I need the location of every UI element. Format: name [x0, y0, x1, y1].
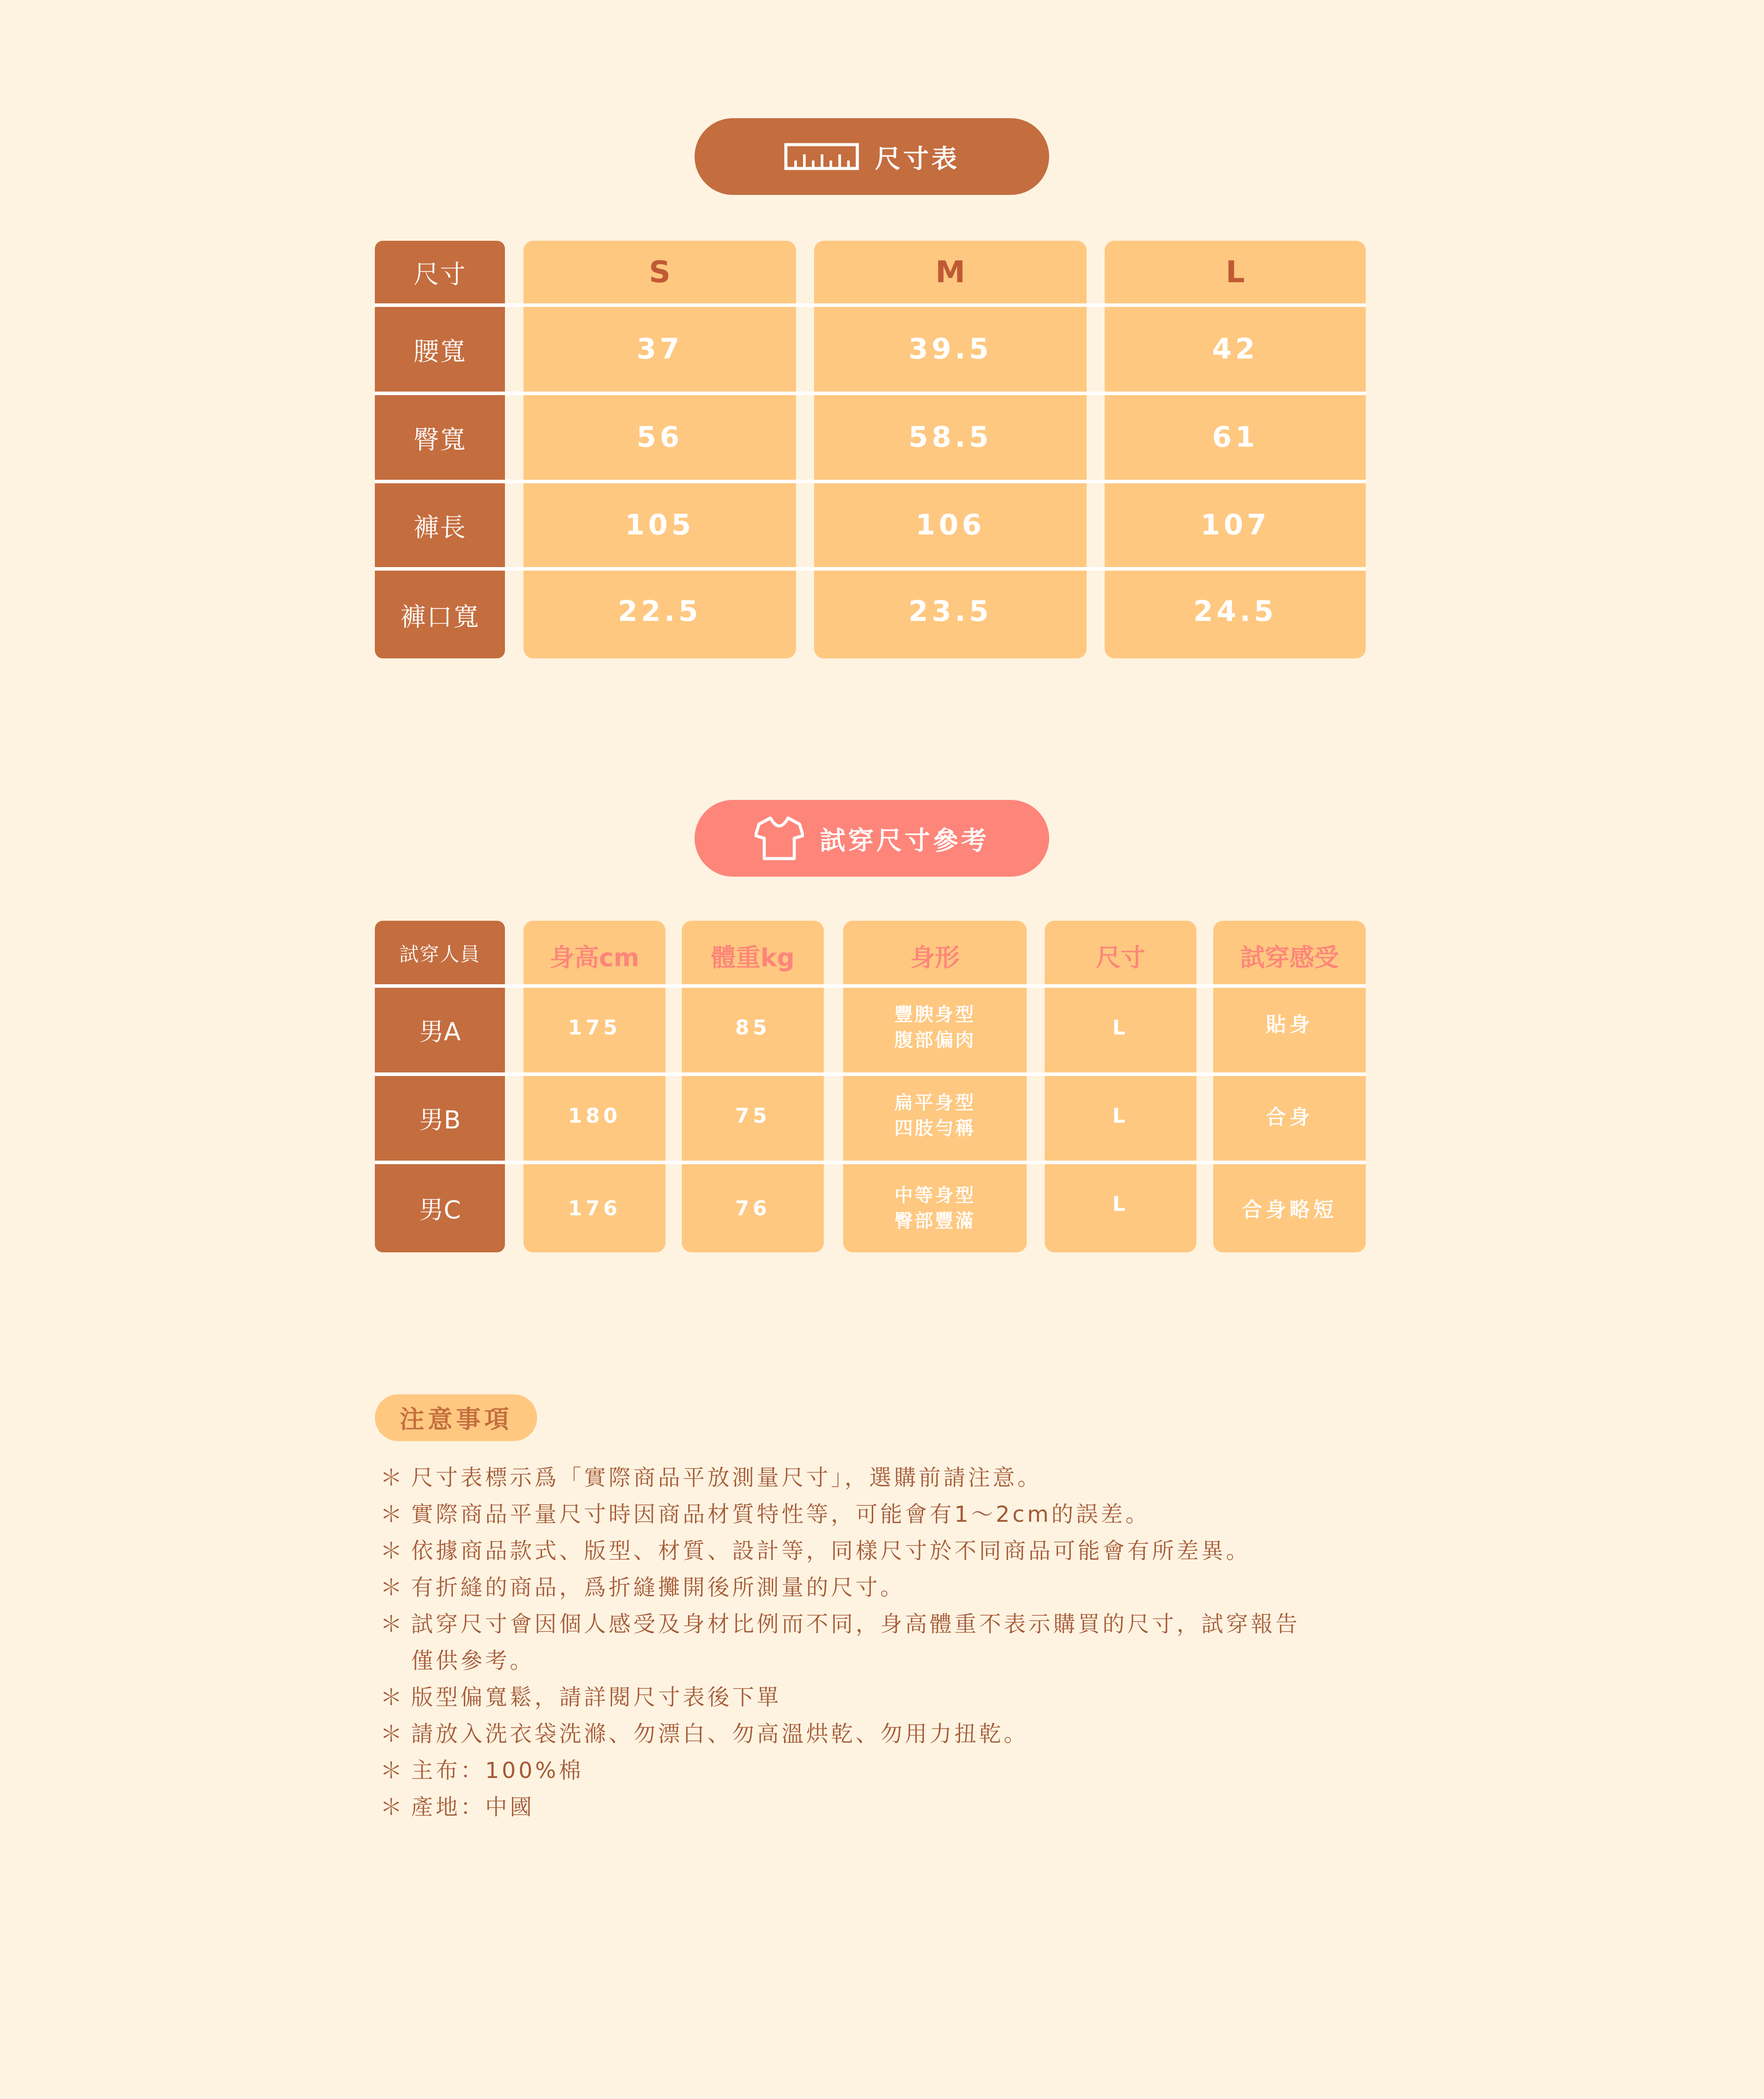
note-text: 版型偏寬鬆，請詳閱尺寸表後下單	[411, 1684, 781, 1710]
table-cell: 23.5	[908, 595, 992, 628]
notes-title: 注意事項	[375, 1394, 537, 1441]
note-text: 請放入洗衣袋洗滌、勿漂白、勿高溫烘乾、勿用力扭乾。	[411, 1721, 1028, 1747]
note-text: 主布：100%棉	[411, 1758, 583, 1783]
table-cell: 37	[636, 333, 683, 366]
row-divider	[375, 1072, 1366, 1076]
asterisk-icon: ＊	[380, 1794, 405, 1820]
note-text: 試穿尺寸會因個人感受及身材比例而不同，身高體重不表示購買的尺寸，試穿報告	[411, 1611, 1300, 1637]
table-cell: 61	[1212, 421, 1259, 454]
note-text: 有折縫的商品，爲折縫攤開後所測量的尺寸。	[411, 1575, 905, 1600]
ruler-icon	[784, 143, 859, 170]
note-text: 尺寸表標示爲「實際商品平放測量尺寸」，選購前請注意。	[411, 1465, 1042, 1490]
asterisk-icon: ＊	[380, 1575, 405, 1600]
tester-label: 男A	[419, 1018, 461, 1046]
table-cell: 176	[568, 1196, 621, 1220]
table-cell: L	[1112, 1016, 1129, 1039]
table-cell: 合身	[1266, 1105, 1313, 1129]
size-header-m: M	[935, 254, 965, 290]
row-divider	[375, 567, 1366, 571]
notes-list	[380, 1460, 1394, 1826]
table-cell: 合身略短	[1242, 1198, 1337, 1221]
table-cell: 85	[735, 1016, 770, 1039]
table-cell: 106	[916, 509, 985, 542]
asterisk-icon: ＊	[380, 1465, 405, 1490]
body-type-line: 中等身型	[894, 1184, 975, 1206]
table-cell: 75	[735, 1104, 770, 1128]
row-label-hem: 褲口寬	[400, 601, 480, 632]
table-cell: 76	[735, 1196, 770, 1220]
list-item	[380, 1752, 1394, 1789]
column-header-body-type: 身形	[910, 944, 960, 972]
list-item	[380, 1679, 1394, 1716]
size-chart-title-pill	[695, 118, 1049, 195]
row-divider	[375, 392, 1366, 395]
table-cell: 107	[1200, 509, 1270, 542]
size-header-l: L	[1226, 254, 1245, 290]
list-item	[380, 1496, 1394, 1533]
list-item	[380, 1716, 1394, 1752]
note-continuation: 僅供參考。	[411, 1648, 534, 1673]
note-text: 產地：中國	[411, 1794, 534, 1820]
tester-header: 試穿人員	[399, 943, 481, 966]
table-cell: 105	[625, 509, 695, 542]
asterisk-icon: ＊	[380, 1611, 405, 1637]
table-cell: 180	[568, 1104, 621, 1128]
column-header-weight: 體重kg	[711, 944, 795, 972]
column-header-feeling: 試穿感受	[1240, 944, 1339, 972]
fitting-title: 試穿尺寸參考	[819, 825, 989, 855]
row-divider	[375, 480, 1366, 483]
tester-label: 男B	[419, 1106, 461, 1135]
asterisk-icon: ＊	[380, 1501, 405, 1527]
list-item	[380, 1533, 1394, 1569]
table-cell: 42	[1212, 333, 1259, 366]
body-type-cell	[843, 1076, 1027, 1155]
body-type-line: 四肢勻稱	[894, 1117, 975, 1139]
body-type-line: 豐腴身型	[894, 1004, 975, 1025]
list-item	[380, 1460, 1394, 1496]
asterisk-icon: ＊	[380, 1538, 405, 1564]
asterisk-icon: ＊	[380, 1684, 405, 1710]
table-cell: 39.5	[908, 333, 992, 366]
body-type-line: 扁平身型	[894, 1092, 975, 1113]
table-cell: 22.5	[618, 595, 702, 628]
body-type-line: 腹部偏肉	[894, 1029, 975, 1051]
asterisk-icon: ＊	[380, 1758, 405, 1783]
table-cell: 24.5	[1193, 595, 1277, 628]
column-header-height: 身高cm	[549, 944, 639, 972]
note-text: 實際商品平量尺寸時因商品材質特性等，可能會有1～2cm的誤差。	[411, 1501, 1150, 1527]
body-type-cell	[843, 1164, 1027, 1252]
table-cell: 175	[568, 1016, 621, 1039]
size-chart-title: 尺寸表	[875, 144, 960, 174]
body-type-cell	[843, 988, 1027, 1067]
list-item	[380, 1569, 1394, 1606]
row-divider	[375, 303, 1366, 307]
table-cell: L	[1112, 1104, 1129, 1128]
table-cell: 58.5	[908, 421, 992, 454]
list-item	[380, 1789, 1394, 1826]
fitting-title-pill	[695, 800, 1049, 877]
size-header-s: S	[649, 254, 671, 290]
row-divider	[375, 1161, 1366, 1164]
tester-label: 男C	[419, 1196, 461, 1225]
body-type-line: 臀部豐滿	[894, 1210, 975, 1232]
row-label-waist: 腰寬	[413, 336, 467, 366]
note-text: 依據商品款式、版型、材質、設計等，同樣尺寸於不同商品可能會有所差異。	[411, 1538, 1251, 1564]
list-item	[380, 1606, 1394, 1643]
table-cell: 56	[636, 421, 683, 454]
row-label-hip: 臀寬	[413, 425, 467, 455]
column-header-size: 尺寸	[1096, 944, 1145, 972]
row-label-length: 褲長	[413, 512, 467, 542]
asterisk-icon: ＊	[380, 1721, 405, 1747]
tshirt-icon	[755, 815, 804, 861]
table-cell: L	[1112, 1192, 1129, 1216]
size-header-label: 尺寸	[413, 259, 467, 289]
table-cell: 貼身	[1266, 1012, 1313, 1036]
